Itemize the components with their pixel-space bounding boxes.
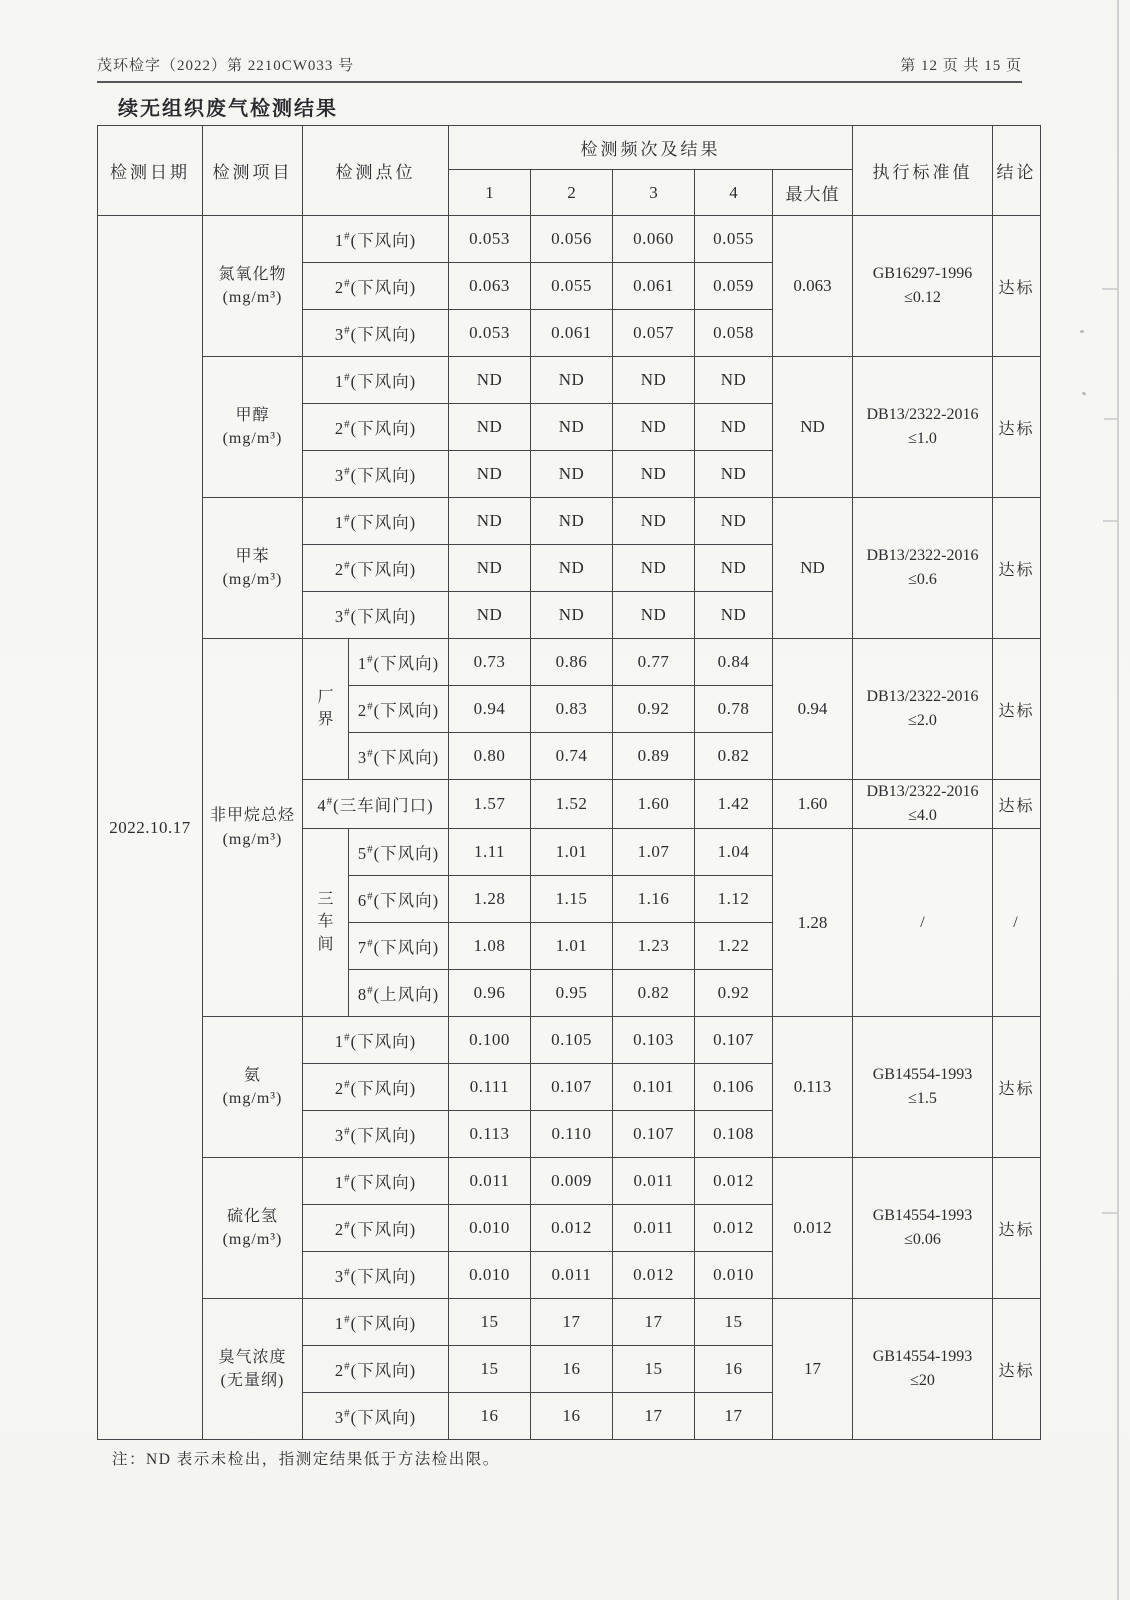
table-row <box>98 1017 1041 1064</box>
header-standard: 执行标准值 <box>853 126 993 216</box>
value-cell: 1.07 <box>613 829 695 876</box>
value-cell: 1.11 <box>449 829 531 876</box>
table-row <box>98 357 1041 404</box>
scan-artifact-speck <box>1080 330 1084 333</box>
conclusion-cell: / <box>993 829 1041 1017</box>
value-cell: 0.89 <box>613 733 695 780</box>
page-header <box>97 54 1022 83</box>
value-cell: ND <box>613 592 695 639</box>
conclusion-cell: 达标 <box>993 1299 1041 1440</box>
point-cell: 3#(下风向) <box>303 592 449 639</box>
value-cell: 1.08 <box>449 923 531 970</box>
standard-cell: DB13/2322-2016 ≤2.0 <box>853 639 993 780</box>
max-value-cell: ND <box>773 498 853 639</box>
value-cell: 0.012 <box>613 1252 695 1299</box>
item-cell: 臭气浓度 (无量纲) <box>203 1299 303 1440</box>
scan-artifact-tick <box>1102 288 1117 290</box>
value-cell: 0.110 <box>531 1111 613 1158</box>
value-cell: 0.113 <box>449 1111 531 1158</box>
point-cell: 8#(上风向) <box>349 970 449 1017</box>
value-cell: 1.42 <box>695 780 773 829</box>
value-cell: 17 <box>531 1299 613 1346</box>
value-cell: ND <box>613 498 695 545</box>
header-point: 检测点位 <box>303 126 449 216</box>
value-cell: ND <box>695 545 773 592</box>
point-cell: 1#(下风向) <box>303 1158 449 1205</box>
value-cell: 0.101 <box>613 1064 695 1111</box>
value-cell: 1.60 <box>613 780 695 829</box>
value-cell: 0.059 <box>695 263 773 310</box>
standard-cell: GB14554-1993 ≤20 <box>853 1299 993 1440</box>
point-cell: 1#(下风向) <box>303 1017 449 1064</box>
standard-cell: GB16297-1996 ≤0.12 <box>853 216 993 357</box>
table-row <box>98 639 1041 686</box>
value-cell: ND <box>613 404 695 451</box>
value-cell: 0.105 <box>531 1017 613 1064</box>
point-cell: 3#(下风向) <box>303 1252 449 1299</box>
conclusion-cell: 达标 <box>993 216 1041 357</box>
point-cell: 6#(下风向) <box>349 876 449 923</box>
scan-artifact-tick <box>1102 1212 1117 1214</box>
value-cell: ND <box>449 592 531 639</box>
value-cell: 0.011 <box>531 1252 613 1299</box>
point-cell: 5#(下风向) <box>349 829 449 876</box>
conclusion-cell: 达标 <box>993 1017 1041 1158</box>
max-value-cell: 0.063 <box>773 216 853 357</box>
header-freq-2: 2 <box>531 170 613 216</box>
point-cell: 4#(三车间门口) <box>303 780 449 829</box>
value-cell: ND <box>695 451 773 498</box>
value-cell: 0.063 <box>449 263 531 310</box>
value-cell: 1.52 <box>531 780 613 829</box>
value-cell: 0.77 <box>613 639 695 686</box>
group-cell: 厂 界 <box>303 639 349 780</box>
value-cell: 1.01 <box>531 923 613 970</box>
value-cell: ND <box>695 404 773 451</box>
value-cell: 0.82 <box>695 733 773 780</box>
value-cell: 0.010 <box>695 1252 773 1299</box>
point-cell: 2#(下风向) <box>303 1346 449 1393</box>
max-value-cell: 1.28 <box>773 829 853 1017</box>
point-cell: 2#(下风向) <box>303 1205 449 1252</box>
point-cell: 7#(下风向) <box>349 923 449 970</box>
value-cell: 0.055 <box>695 216 773 263</box>
header-freq-3: 3 <box>613 170 695 216</box>
value-cell: ND <box>613 545 695 592</box>
header-row-1 <box>98 126 1041 170</box>
value-cell: 0.060 <box>613 216 695 263</box>
item-cell: 氨 (mg/m³) <box>203 1017 303 1158</box>
standard-cell: / <box>853 829 993 1017</box>
value-cell: 0.92 <box>695 970 773 1017</box>
value-cell: 0.95 <box>531 970 613 1017</box>
value-cell: 0.012 <box>695 1158 773 1205</box>
value-cell: ND <box>531 404 613 451</box>
item-cell: 非甲烷总烃 (mg/m³) <box>203 639 303 1017</box>
value-cell: 0.84 <box>695 639 773 686</box>
value-cell: 0.83 <box>531 686 613 733</box>
value-cell: 0.061 <box>531 310 613 357</box>
table-body <box>98 216 1041 1440</box>
value-cell: ND <box>613 451 695 498</box>
value-cell: 15 <box>613 1346 695 1393</box>
value-cell: ND <box>531 451 613 498</box>
point-cell: 1#(下风向) <box>303 357 449 404</box>
value-cell: 15 <box>449 1346 531 1393</box>
value-cell: 0.056 <box>531 216 613 263</box>
max-value-cell: 17 <box>773 1299 853 1440</box>
value-cell: 1.01 <box>531 829 613 876</box>
max-value-cell: 1.60 <box>773 780 853 829</box>
page-indicator: 第 12 页 共 15 页 <box>900 58 1022 74</box>
value-cell: 1.57 <box>449 780 531 829</box>
header-freq-4: 4 <box>695 170 773 216</box>
value-cell: 17 <box>613 1299 695 1346</box>
point-cell: 3#(下风向) <box>303 451 449 498</box>
value-cell: 0.74 <box>531 733 613 780</box>
value-cell: ND <box>449 498 531 545</box>
value-cell: 0.92 <box>613 686 695 733</box>
value-cell: 1.28 <box>449 876 531 923</box>
value-cell: 1.23 <box>613 923 695 970</box>
results-table <box>97 125 1041 1440</box>
value-cell: 0.103 <box>613 1017 695 1064</box>
standard-cell: GB14554-1993 ≤1.5 <box>853 1017 993 1158</box>
value-cell: 0.011 <box>613 1205 695 1252</box>
value-cell: ND <box>449 545 531 592</box>
value-cell: 0.107 <box>695 1017 773 1064</box>
conclusion-cell: 达标 <box>993 357 1041 498</box>
table-row <box>98 1299 1041 1346</box>
header-freq-max: 最大值 <box>773 170 853 216</box>
value-cell: 0.96 <box>449 970 531 1017</box>
table-row <box>98 1158 1041 1205</box>
value-cell: 17 <box>695 1393 773 1440</box>
value-cell: 0.053 <box>449 216 531 263</box>
value-cell: 0.78 <box>695 686 773 733</box>
point-cell: 2#(下风向) <box>303 404 449 451</box>
header-conclusion: 结论 <box>993 126 1041 216</box>
item-cell: 硫化氢 (mg/m³) <box>203 1158 303 1299</box>
footnote: 注：ND 表示未检出，指测定结果低于方法检出限。 <box>112 1451 500 1468</box>
scan-artifact-speck <box>1082 391 1087 395</box>
point-cell: 1#(下风向) <box>303 1299 449 1346</box>
point-cell: 1#(下风向) <box>303 498 449 545</box>
value-cell: ND <box>531 592 613 639</box>
value-cell: 0.82 <box>613 970 695 1017</box>
point-cell: 2#(下风向) <box>303 263 449 310</box>
value-cell: 0.009 <box>531 1158 613 1205</box>
value-cell: 1.04 <box>695 829 773 876</box>
value-cell: 0.86 <box>531 639 613 686</box>
value-cell: 0.012 <box>695 1205 773 1252</box>
value-cell: ND <box>531 498 613 545</box>
conclusion-cell: 达标 <box>993 639 1041 780</box>
value-cell: 17 <box>613 1393 695 1440</box>
table-row <box>98 216 1041 263</box>
point-cell: 3#(下风向) <box>303 1111 449 1158</box>
value-cell: 0.012 <box>531 1205 613 1252</box>
value-cell: 1.12 <box>695 876 773 923</box>
point-cell: 3#(下风向) <box>349 733 449 780</box>
standard-cell: DB13/2322-2016 ≤1.0 <box>853 357 993 498</box>
group-cell: 三 车 间 <box>303 829 349 1017</box>
table-row <box>98 498 1041 545</box>
value-cell: 16 <box>449 1393 531 1440</box>
standard-cell: GB14554-1993 ≤0.06 <box>853 1158 993 1299</box>
value-cell: 0.80 <box>449 733 531 780</box>
value-cell: ND <box>449 357 531 404</box>
value-cell: 0.108 <box>695 1111 773 1158</box>
value-cell: 16 <box>531 1346 613 1393</box>
point-cell: 1#(下风向) <box>349 639 449 686</box>
date-cell: 2022.10.17 <box>98 216 203 1440</box>
point-cell: 1#(下风向) <box>303 216 449 263</box>
value-cell: 0.94 <box>449 686 531 733</box>
value-cell: 0.106 <box>695 1064 773 1111</box>
value-cell: 0.010 <box>449 1252 531 1299</box>
max-value-cell: 0.113 <box>773 1017 853 1158</box>
item-cell: 氮氧化物 (mg/m³) <box>203 216 303 357</box>
standard-cell: DB13/2322-2016 ≤4.0 <box>853 780 993 829</box>
value-cell: 0.111 <box>449 1064 531 1111</box>
value-cell: ND <box>449 404 531 451</box>
value-cell: ND <box>449 451 531 498</box>
point-cell: 3#(下风向) <box>303 1393 449 1440</box>
value-cell: ND <box>531 545 613 592</box>
document-number: 茂环检字（2022）第 2210CW033 号 <box>97 58 355 74</box>
point-cell: 2#(下风向) <box>303 1064 449 1111</box>
value-cell: 0.107 <box>531 1064 613 1111</box>
max-value-cell: ND <box>773 357 853 498</box>
value-cell: 16 <box>531 1393 613 1440</box>
value-cell: 15 <box>695 1299 773 1346</box>
value-cell: 1.16 <box>613 876 695 923</box>
value-cell: 16 <box>695 1346 773 1393</box>
header-frequency: 检测频次及结果 <box>449 126 853 170</box>
point-cell: 3#(下风向) <box>303 310 449 357</box>
value-cell: 15 <box>449 1299 531 1346</box>
value-cell: ND <box>531 357 613 404</box>
max-value-cell: 0.012 <box>773 1158 853 1299</box>
item-cell: 甲苯 (mg/m³) <box>203 498 303 639</box>
value-cell: 0.057 <box>613 310 695 357</box>
table-header <box>98 126 1041 216</box>
value-cell: 0.010 <box>449 1205 531 1252</box>
scan-artifact-edge-line <box>1117 0 1119 1600</box>
conclusion-cell: 达标 <box>993 780 1041 829</box>
conclusion-cell: 达标 <box>993 1158 1041 1299</box>
value-cell: 0.053 <box>449 310 531 357</box>
value-cell: 0.73 <box>449 639 531 686</box>
value-cell: 0.100 <box>449 1017 531 1064</box>
value-cell: 0.107 <box>613 1111 695 1158</box>
max-value-cell: 0.94 <box>773 639 853 780</box>
value-cell: 0.011 <box>613 1158 695 1205</box>
header-freq-1: 1 <box>449 170 531 216</box>
value-cell: ND <box>695 357 773 404</box>
scan-artifact-tick <box>1103 520 1117 522</box>
value-cell: 0.055 <box>531 263 613 310</box>
conclusion-cell: 达标 <box>993 498 1041 639</box>
value-cell: 1.15 <box>531 876 613 923</box>
point-cell: 2#(下风向) <box>303 545 449 592</box>
header-item: 检测项目 <box>203 126 303 216</box>
scan-artifact-tick <box>1104 418 1117 420</box>
value-cell: ND <box>695 498 773 545</box>
point-cell: 2#(下风向) <box>349 686 449 733</box>
value-cell: 0.061 <box>613 263 695 310</box>
item-cell: 甲醇 (mg/m³) <box>203 357 303 498</box>
value-cell: 0.011 <box>449 1158 531 1205</box>
header-date: 检测日期 <box>98 126 203 216</box>
value-cell: ND <box>613 357 695 404</box>
page-title: 续无组织废气检测结果 <box>118 98 338 120</box>
value-cell: ND <box>695 592 773 639</box>
standard-cell: DB13/2322-2016 ≤0.6 <box>853 498 993 639</box>
value-cell: 0.058 <box>695 310 773 357</box>
value-cell: 1.22 <box>695 923 773 970</box>
